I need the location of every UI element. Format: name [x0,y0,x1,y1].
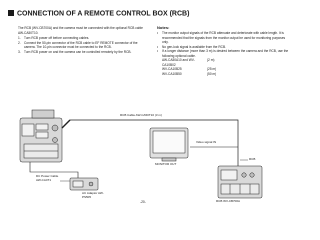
cable-model: AW-CA50A10 and WV-CA10B02 [162,58,195,67]
step-number: 3. [18,49,21,54]
note-bullet: • [157,31,159,35]
cable-length: (2 m) [207,58,215,62]
ac-adaptor-label: AC Adaptor AW-PS505 [82,191,104,199]
note-text: If a longer distance (more than 3 m) is desired between the camera and the RCB, use the following optional cable. [162,49,289,58]
monitor-illustration [150,128,188,161]
rcb-label: RCB [249,157,256,161]
note-bullet: • [157,44,159,49]
notes-title: Notes: [157,25,170,30]
step-text: Connect the 50-pin connector of the RCB cable to EF REMOTE connector of the camera. The 10-pin connector must be connected to the RCB. [24,40,138,49]
ac-adaptor-illustration [70,178,98,190]
rcb-illustration [218,166,262,198]
page-number: -20- [140,200,146,204]
step-number: 2. [18,40,21,45]
cable-length: (50 m) [207,71,217,76]
cable-model: WV-CA10B25 [162,67,182,71]
dc-power-cable-label: DC Power Cable AW-CA4T1 [36,174,59,182]
cable-model: WV-CA10B50 [162,71,182,76]
step-text: Turn RCB power off before connecting cables. [24,36,90,40]
rcb-model-label: RCB WV-CB700A [216,199,241,203]
note-text: No gen-lock signal is available from the RCB. [162,44,226,49]
video-signal-label: Video signal IN [196,140,217,144]
rcb-cable-label: RCB Cable AW-CA50T10 (3 m) [120,113,162,117]
step-text: Turn RCB power on and the camera can be controlled remotely by the RCB. [24,49,132,54]
monitor-out-label: MONITOR OUT [155,162,177,166]
camera-illustration [20,110,62,162]
note-text: The monitor output signals of the RCB attenuate and deteriorate with cable length. It is recommended that the signals from the monitor output be used for monitoring purposes only. [162,31,286,44]
note-bullet: • [157,49,159,53]
heading-text: CONNECTION OF A REMOTE CONTROL BOX (RCB) [17,10,190,18]
intro-paragraph: The RCB (WV-CB700A) and the camera must be connected with the optional RCB cable AW-CA50T10. [18,26,143,35]
cable-length: (25 m) [207,67,217,71]
step-number: 1. [18,36,21,40]
